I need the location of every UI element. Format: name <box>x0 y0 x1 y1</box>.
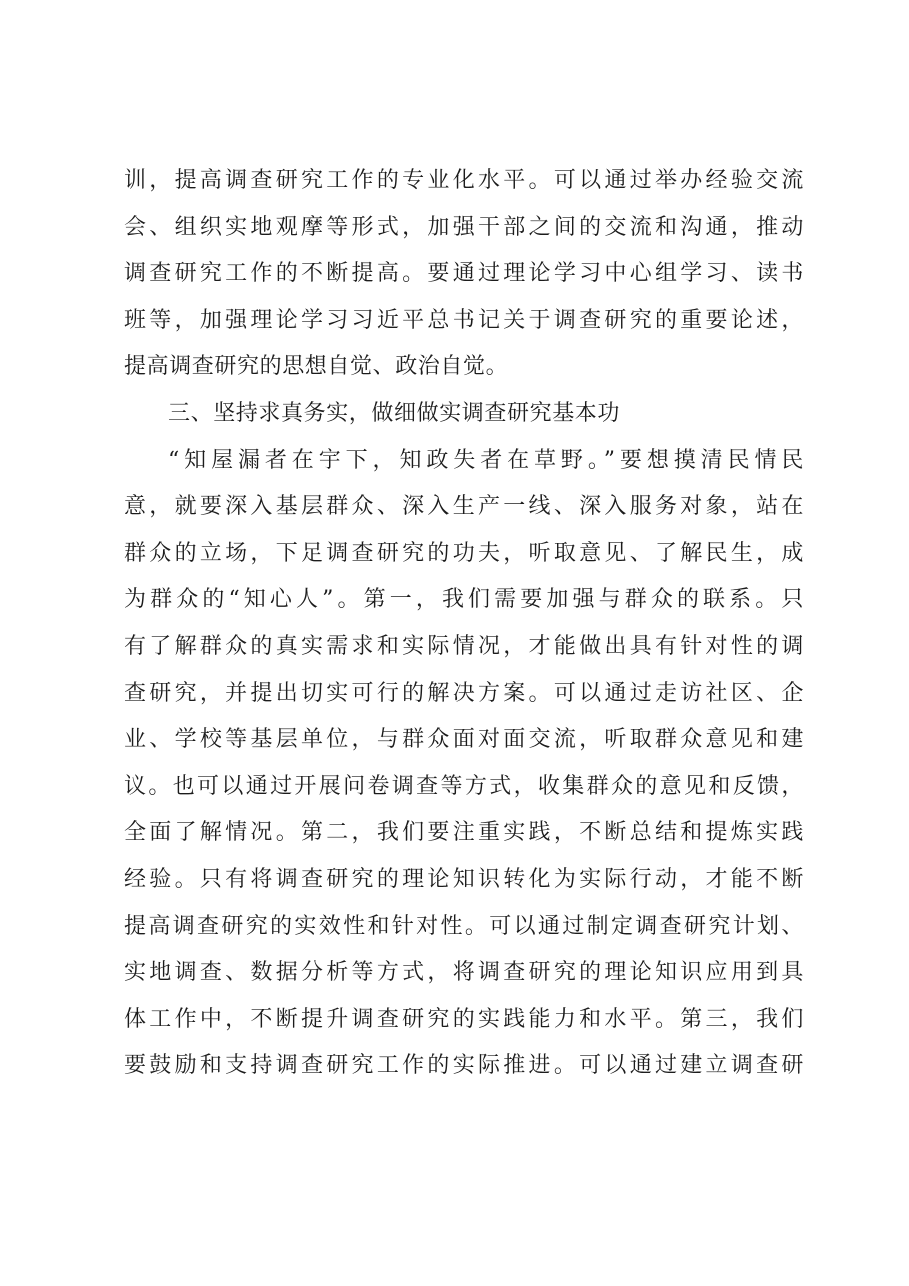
text-line: 提高调查研究的实效性和针对性。可以通过制定调查研究计划、 <box>124 913 804 939</box>
text-line: 查研究，并提出切实可行的解决方案。可以通过走访社区、企 <box>124 680 804 706</box>
text-line: 全面了解情况。第二，我们要注重实践，不断总结和提炼实践 <box>124 820 804 846</box>
text-line: 实地调查、数据分析等方式，将调查研究的理论知识应用到具 <box>124 960 804 986</box>
text-line: 会、组织实地观摩等形式，加强干部之间的交流和沟通，推动 <box>124 214 804 240</box>
text-line: 提高调查研究的思想自觉、政治自觉。 <box>124 354 509 380</box>
text-line: 议。也可以通过开展问卷调查等方式，收集群众的意见和反馈， <box>124 773 804 799</box>
section-heading: 三、坚持求真务实，做细做实调查研究基本功 <box>168 400 621 426</box>
text-line: 训，提高调查研究工作的专业化水平。可以通过举办经验交流 <box>124 168 804 193</box>
text-line: 群众的立场，下足调查研究的功夫，听取意见、了解民生，成 <box>124 540 804 566</box>
text-line: 要鼓励和支持调查研究工作的实际推进。可以通过建立调查研 <box>124 1053 804 1079</box>
text-line: 意，就要深入基层群众、深入生产一线、深入服务对象，站在 <box>124 494 804 520</box>
text-line: 经验。只有将调查研究的理论知识转化为实际行动，才能不断 <box>124 866 804 892</box>
text-line: 班等，加强理论学习习近平总书记关于调查研究的重要论述， <box>124 307 804 333</box>
body-text <box>124 158 804 1090</box>
text-line: “知屋漏者在宇下，知政失者在草野。”要想摸清民情民 <box>168 447 804 473</box>
text-line: 为群众的“知心人”。第一，我们需要加强与群众的联系。只 <box>124 587 804 613</box>
text-line: 有了解群众的真实需求和实际情况，才能做出具有针对性的调 <box>124 633 804 659</box>
text-line: 体工作中，不断提升调查研究的实践能力和水平。第三，我们 <box>124 1006 804 1032</box>
text-line: 业、学校等基层单位，与群众面对面交流，听取群众意见和建 <box>124 727 804 753</box>
text-line: 调查研究工作的不断提高。要通过理论学习中心组学习、读书 <box>124 261 804 287</box>
